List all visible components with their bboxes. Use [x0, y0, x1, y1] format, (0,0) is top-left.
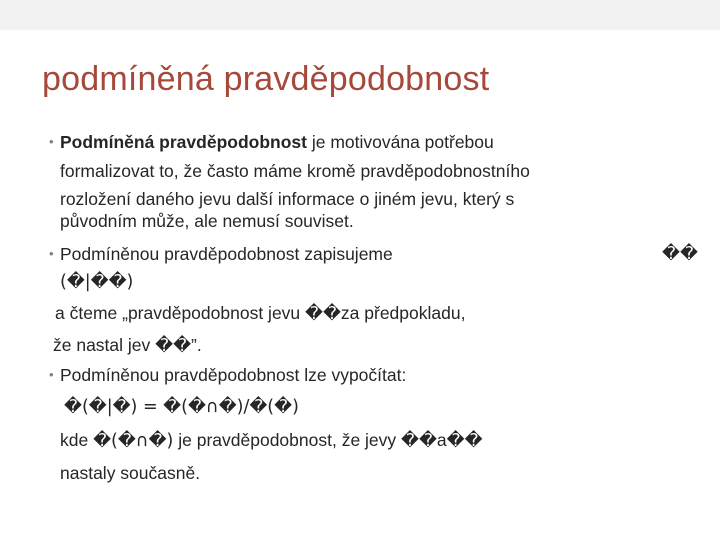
bullet-2-line-3 — [55, 302, 465, 325]
formula-placeholder: �� — [155, 336, 192, 356]
text-segment: je pravděpodobnost, že jevy — [173, 430, 402, 450]
bullet-marker: • — [49, 246, 54, 261]
bullet-2-line-4 — [53, 334, 202, 357]
formula-conditional-probability: �(�|�) = �(�∩�)/�(�) — [64, 397, 299, 417]
bullet-1-line-1 — [60, 131, 494, 153]
text-segment: a čteme „pravděpodobnost jevu — [55, 303, 306, 323]
formula-placeholder: �� — [662, 244, 698, 264]
formula-placeholder: �� — [446, 431, 483, 451]
bold-term: Podmíněná pravděpodobnost — [60, 132, 307, 152]
text-segment: za předpokladu, — [340, 303, 466, 323]
text-segment: že nastal jev — [53, 335, 156, 355]
bullet-3-line-3 — [60, 429, 483, 452]
bullet-marker: • — [49, 367, 54, 382]
bullet-1-line-3: rozložení daného jevu další informace o jiném jevu, který s — [60, 189, 515, 209]
bullet-1-line-4: původním může, ale nemusí souviset. — [60, 211, 354, 231]
bullet-1-line-2: formalizovat to, že často máme kromě pravděpodobnostního — [60, 161, 530, 181]
bullet-3-line-4: nastaly současně. — [60, 463, 201, 483]
text-segment: a — [436, 430, 447, 450]
formula-placeholder: �� — [401, 431, 437, 451]
bullet-3-line-1: Podmíněnou pravděpodobnost lze vypočítat: — [60, 365, 407, 385]
bullet-2-line-1: Podmíněnou pravděpodobnost zapisujeme — [60, 244, 393, 264]
formula-conditional-notation: (�|��) — [60, 272, 134, 292]
text-segment: ”. — [191, 335, 202, 355]
bullet-1-line-1-rest: je motivována potřebou — [306, 132, 494, 152]
formula-placeholder: �� — [305, 304, 341, 324]
slide-title: podmíněná pravděpodobnost — [42, 60, 490, 98]
bullet-marker: • — [49, 134, 54, 149]
text-segment: kde — [60, 430, 94, 450]
formula-placeholder: �(�∩�) — [93, 431, 174, 451]
